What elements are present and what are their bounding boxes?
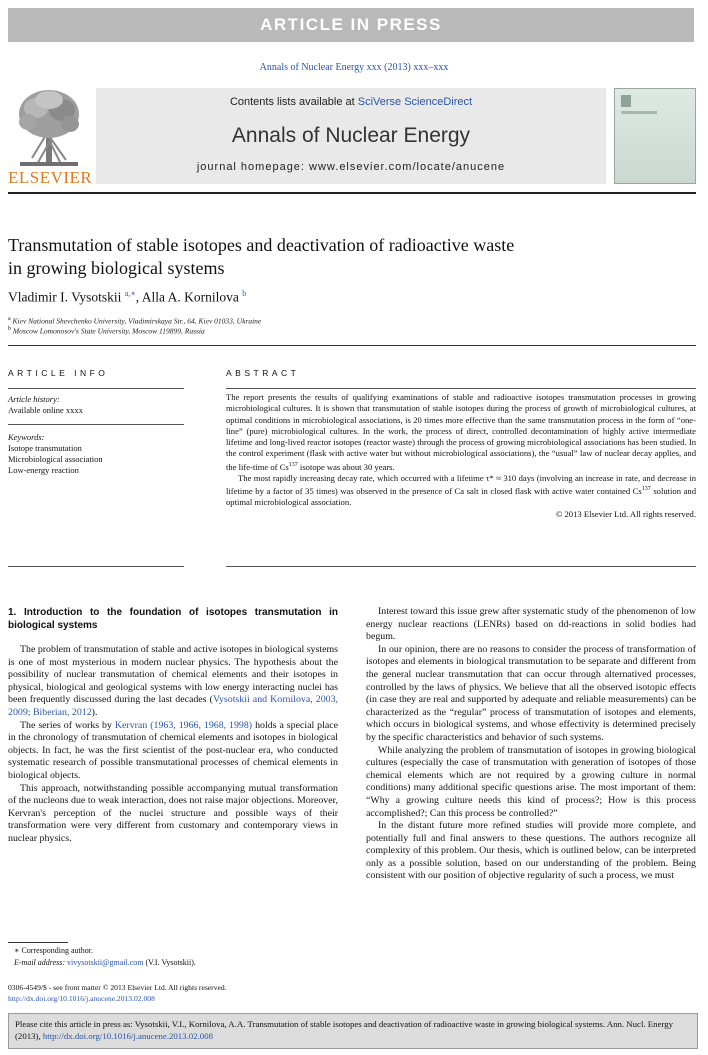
citation-doi-link[interactable]: http://dx.doi.org/10.1016/j.anucene.2013.02.008	[42, 1031, 213, 1041]
abstract-bottom-rule	[226, 566, 696, 567]
article-history	[8, 394, 184, 416]
abstract-paragraph-1	[226, 392, 696, 473]
journal-homepage[interactable]: journal homepage: www.elsevier.com/locate/anucene	[196, 161, 506, 173]
author-list	[8, 289, 246, 306]
affiliation-b-mark: b	[8, 326, 11, 332]
paragraph-text: The series of works by	[20, 719, 115, 731]
doi-line	[8, 994, 155, 1003]
title-line-1: Transmutation of stable isotopes and deactivation of radioactive waste	[8, 235, 515, 255]
paragraph-text: ).	[91, 706, 98, 718]
title-line-2: in growing biological systems	[8, 258, 225, 278]
abstract-p2-start: The most rapidly increasing decay rate, which occurred with a lifetime τ* ≈ 310 days (involving an increase in rate, and decrease in lifetime by a factor of 35 times) was observed in the presence of Ca salt in closed flask with active water contained Cs	[226, 472, 696, 497]
email-owner: (V.I. Vysotskii).	[143, 958, 196, 967]
citation-box	[8, 1013, 698, 1049]
journal-masthead	[96, 88, 606, 184]
keyword-item: Microbiological association	[8, 454, 103, 464]
publisher-logo-text: ELSEVIER	[8, 168, 93, 187]
email-label: E-mail address:	[14, 958, 68, 967]
history-value: Available online xxxx	[8, 405, 83, 415]
keyword-item: Low-energy reaction	[8, 465, 79, 475]
email-link[interactable]: vivysotskii@gmail.com	[67, 958, 144, 967]
affiliation-a	[8, 316, 261, 326]
cover-mark	[621, 95, 631, 107]
journal-reference[interactable]: Annals of Nuclear Energy xxx (2013) xxx–xxx	[259, 62, 449, 73]
body-column-left	[8, 606, 338, 846]
body-paragraph	[8, 644, 338, 720]
footnote-rule	[8, 942, 68, 943]
abstract-p1-main: The report presents the results of qualifying examinations of stable and radioactive isotopes transmutation processes in growing microbiological cultures. It is shown that transmutation of stable isotopes during the process of growth of microbiological cultures, at optimal conditions in microbiological associations, is 20 times more effective than the same transmutation process in the form of “one-line” (pure) microbiological cultures. In the work, the process of direct, controlled decontamination of highly active intermediate lifetime and long-lived reactor isotopes (reactor waste) through the process of growing microbiological associations has been studied. In the control experiment (flask with active water but without microbiological associations), the “usual” law of nuclear decay applies, and the life-time of Cs	[226, 392, 696, 472]
affiliation-a-mark: a	[8, 316, 11, 322]
section-1-heading: 1. Introduction to the foundation of isotopes transmutation in biological systems	[8, 607, 338, 631]
elsevier-tree-icon	[14, 88, 84, 168]
abstract-text	[226, 392, 696, 520]
abstract-copyright: © 2013 Elsevier Ltd. All rights reserved.	[555, 508, 696, 519]
abstract-p1-end: isotope was about 30 years.	[297, 461, 395, 472]
body-paragraph	[8, 720, 338, 783]
body-paragraph: In our opinion, there are no reasons to consider the process of transformation of isotopes and elements in biological transmutation to be separate and different from the general nuclear transmutation that can occur through alternatived processes, controlled by the laws of physics. We believe that all the observed isotopic effects (in case they are real and supported by adequate and reliable measurements) can be characterized as the “regular” process of transmutation of isotopes and elements, which occurs in biological systems, and whose effectivity is determined precisely by the specific characteristics and behavior of such systems.	[366, 643, 696, 743]
journal-cover-thumbnail[interactable]	[614, 88, 696, 184]
doi-link[interactable]: http://dx.doi.org/10.1016/j.anucene.2013.02.008	[8, 994, 155, 1003]
info-bottom-rule	[8, 566, 184, 567]
sciencedirect-link[interactable]: SciVerse ScienceDirect	[357, 96, 473, 108]
body-paragraph: While analyzing the problem of transmutation of isotopes in growing biological cultures (especially the case of transmutation with generation of isotopes of those chemical elements which are not required by a growing culture in normal conditions) many additional specific questions arise. The most important of them: “Why a growing culture needs this kind of process?; How is this process accomplished?; Can this process be controlled?”	[366, 744, 696, 819]
paragraph-text: The problem of transmutation of stable and active isotopes in biological systems is one of most mysterious in modern nuclear physics. The hypothesis about the possibility of nuclear transmutation of chemical elements and their isotopes in physical, biological and geological systems with low energy interacting nuclei has been frequently discussed during the last decades (	[8, 644, 338, 706]
issn-line: 0306-4549/$ - see front matter © 2013 Elsevier Ltd. All rights reserved.	[8, 983, 227, 992]
abstract-p2-sup: 137	[641, 486, 651, 493]
author-2-marks[interactable]: b	[242, 289, 247, 298]
article-in-press-banner	[8, 8, 694, 42]
citation-link[interactable]: Kervran (1963, 1966, 1968, 1998)	[114, 719, 253, 731]
affiliation-b	[8, 326, 205, 336]
body-column-right	[366, 606, 696, 883]
cover-mark-line	[621, 111, 657, 114]
keyword-item: Isotope transmutation	[8, 443, 82, 453]
article-info-heading: ARTICLE INFO	[8, 368, 109, 378]
contents-prefix: Contents lists available at	[229, 96, 358, 108]
article-history-rule	[8, 424, 184, 425]
body-paragraph: Interest toward this issue grew after systematic study of the phenomenon of low energy nuclear reactions (LENRs) based on dd-reactions in solid bodies had begum.	[366, 606, 696, 643]
article-info-rule	[8, 388, 184, 389]
paragraph-text: holds a special place in the chronology of transmutation of chemical elements and isotopes in biological objects. In fact, he was the first scientist of the post-nuclear era, who conducted systematic research of possible transmutational processes of chemical elements in biological objects.	[8, 719, 338, 781]
journal-name: Annals of Nuclear Energy	[231, 124, 471, 147]
body-paragraph: In the distant future more refined studies will provide more complete, and potentially full and final answers to these questions. The authors recognize all complexity of this problem. Our thesis, which is outlined below, can be interpreted only as a possible solution, based on our understanding of the problem. Being consistent with our position of objective regularity of such a process, we must	[366, 820, 696, 882]
citation-link[interactable]: Vysotskii and Kornilova, 2003, 2009; Biberian, 2012	[8, 694, 339, 718]
publisher-logo[interactable]	[8, 88, 93, 188]
author-1[interactable]: Vladimir I. Vysotskii	[8, 289, 122, 305]
affiliation-b-text: Moscow Lomonosov's State University, Moscow 119899, Russia	[12, 326, 205, 336]
affiliation-a-text: Kiev National Shevchenko University, Vladimirskaya Str., 64, Kiev 01033, Ukraine	[12, 316, 262, 326]
banner-text: ARTICLE IN PRESS	[260, 15, 442, 34]
author-separator: ,	[135, 289, 142, 305]
body-paragraph: This approach, notwithstanding possible accompanying mutual transformation of the nucleons due to weak interaction, does not raise major objections. Moreover, Kervran's perception of the nuclei structure and possible ways of their transformation were very different from customary and contemporary views in nuclear physics.	[8, 782, 338, 844]
author-2[interactable]: Alla A. Kornilova	[141, 289, 239, 305]
abstract-heading: ABSTRACT	[226, 368, 300, 378]
abstract-p2-end: solution and optimal microbiological association.	[226, 486, 696, 508]
abstract-p1-sup: 137	[288, 461, 298, 468]
contents-line	[96, 96, 606, 108]
keywords-block	[8, 432, 184, 476]
author-1-marks[interactable]: a,∗	[124, 289, 136, 298]
corresponding-author-note: ∗ Corresponding author.	[14, 946, 93, 955]
article-title	[8, 234, 688, 280]
abstract-rule	[226, 388, 696, 389]
masthead-rule	[8, 192, 696, 194]
abstract-paragraph-2	[226, 473, 696, 509]
citation-text: Please cite this article in press as: Vysotskii, V.I., Kornilova, A.A. Transmutation of stable isotopes and deactivation of radioactive waste in growing biological systems. Ann. Nucl. Energy (2013),	[15, 1019, 674, 1041]
history-label: Article history:	[8, 394, 60, 404]
keywords-label: Keywords:	[8, 432, 45, 442]
email-note	[14, 958, 196, 967]
title-rule	[8, 345, 696, 346]
